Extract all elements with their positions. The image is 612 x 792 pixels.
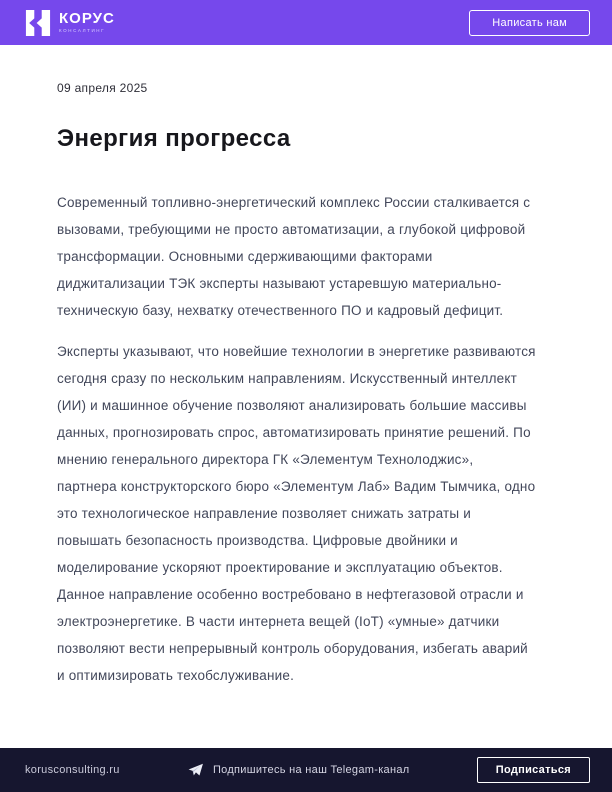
logo-text — [59, 11, 115, 34]
page-title: Энергия прогресса — [57, 125, 291, 152]
article-paragraph-1: Современный топливно-энергетический комплекс России сталкивается с вызовами, требующими не просто автоматизации, а глубокой цифровой трансформации. Основными сдерживающими факторами диджитализации ТЭК эксперты называют устаревшую материально-техническую базу, нехватку отечественного ПО и кадровый дефицит. — [57, 195, 531, 318]
contact-button[interactable]: Написать нам — [469, 10, 590, 36]
article-date: 09 апреля 2025 — [57, 81, 148, 95]
korus-logo[interactable] — [25, 10, 115, 36]
telegram-callout[interactable] — [120, 762, 477, 779]
site-link[interactable]: korusconsulting.ru — [25, 764, 120, 776]
article-paragraph-2: Эксперты указывают, что новейшие технологии в энергетике развиваются сегодня сразу по нескольким направлениям. Искусственный интеллект (ИИ) и машинное обучение позволяют анализировать большие массивы данных, прогнозировать спрос, автоматизировать принятие решений. По мнению генерального директора ГК «Элементум Технолоджис», партнера конструкторского бюро «Элементум Лаб» Вадим Тымчика, одно это технологическое направление позволяет снижать затраты и повышать безопасность производства. Цифровые двойники и моделирование ускоряют проектирование и эксплуатацию объектов. Данное направление особенно востребовано в нефтегазовой отрасли и электроэнергетике. В части интернета вещей (IoT) «умные» датчики позволяют вести непрерывный контроль оборудования, избегать аварий и оптимизировать техобслуживание. — [57, 344, 536, 683]
telegram-icon — [187, 762, 204, 779]
logo-subtitle: КОНСАЛТИНГ — [59, 28, 106, 34]
subscribe-button[interactable]: Подписаться — [477, 757, 590, 783]
footer — [0, 748, 612, 792]
article — [0, 45, 612, 748]
header — [0, 0, 612, 45]
logo-title: КОРУС — [59, 10, 115, 28]
korus-logo-icon — [25, 10, 51, 36]
telegram-callout-label: Подпишитесь на наш Telegam-канал — [212, 764, 410, 776]
